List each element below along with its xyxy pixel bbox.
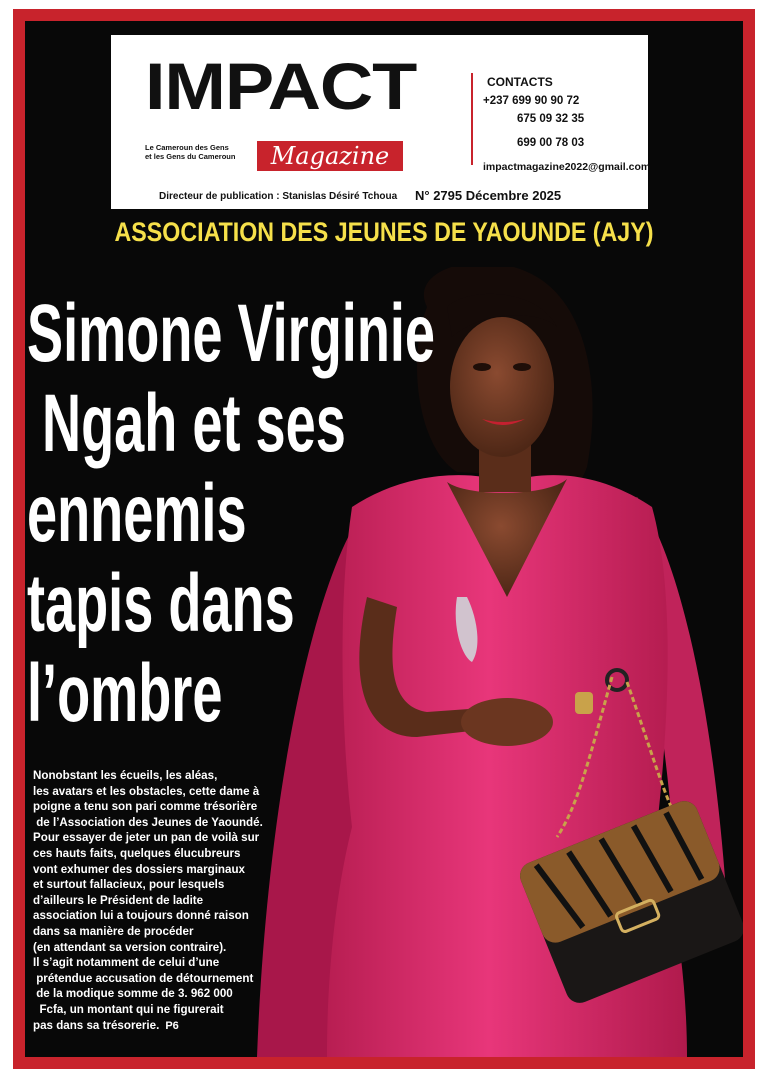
face (450, 317, 554, 457)
body-line: Il s’agit notamment de celui d’une (33, 956, 220, 970)
cover-page (25, 21, 743, 1057)
magazine-word: Magazine (270, 142, 390, 170)
body-line: prétendue accusation de détournement (33, 971, 254, 985)
body-line: (en attendant sa version contraire). (33, 940, 227, 954)
body-line: vont exhumer des dossiers marginaux (33, 862, 245, 876)
masthead (111, 35, 651, 209)
tagline-line-1: Le Cameroun des Gens (145, 143, 229, 152)
magazine-logo: IMPACT (145, 49, 417, 123)
kicker-headline: ASSOCIATION DES JEUNES DE YAOUNDE (AJY) (114, 217, 654, 247)
phone-2: 675 09 32 35 (517, 113, 585, 125)
phone-3: 699 00 78 03 (517, 137, 585, 149)
body-line: de la modique somme de 3. 962 000 (33, 987, 233, 1001)
headline-line-4: tapis dans (27, 558, 295, 649)
body-line: poigne a tenu son pari comme trésorière (33, 800, 258, 814)
body-line: ces hauts faits, quelques élucubreurs (33, 846, 241, 860)
headline-line-5: l’ombre (27, 648, 223, 739)
eye-left (473, 363, 491, 371)
body-last-line (33, 1018, 333, 1035)
tagline-line-2: et les Gens du Cameroun (145, 152, 236, 161)
director-line: Directeur de publication : Stanislas Désiré Tchoua (159, 191, 398, 202)
phone-1: +237 699 90 90 72 (483, 95, 580, 107)
cover-frame (13, 9, 755, 1069)
body-line: de l’Association des Jeunes de Yaoundé. (33, 815, 263, 829)
contacts-divider (471, 73, 473, 165)
hands (461, 698, 553, 746)
body-line: dans sa manière de procéder (33, 924, 194, 938)
page-reference: P6 (165, 1019, 179, 1032)
lead-paragraph (33, 768, 333, 1034)
headline-line-2: Ngah et ses (27, 378, 346, 469)
body-line: Fcfa, un montant qui ne figurerait (33, 1002, 224, 1016)
wristwatch (575, 692, 593, 714)
contacts-title: CONTACTS (487, 75, 553, 89)
contact-email: impactmagazine2022@gmail.com (483, 161, 651, 173)
body-line: les avatars et les obstacles, cette dame à (33, 784, 260, 798)
body-line: d’ailleurs le Président de ladite (33, 893, 204, 907)
issue-number: N° 2795 Décembre 2025 (415, 188, 562, 203)
masthead-tagline (145, 143, 255, 161)
magazine-badge (257, 141, 403, 171)
body-line: pas dans sa trésorerie. (33, 1018, 160, 1032)
body-line: Nonobstant les écueils, les aléas, (33, 769, 218, 782)
headline-line-3: ennemis (27, 468, 247, 559)
cover-headline (27, 288, 436, 739)
body-line: association lui a toujours donné raison (33, 909, 249, 923)
headline-line-1: Simone Virginie (27, 288, 436, 379)
body-line: et surtout fallacieux, pour lesquels (33, 878, 225, 892)
body-line: Pour essayer de jeter un pan de voilà sur (33, 831, 260, 845)
eye-right (513, 363, 531, 371)
